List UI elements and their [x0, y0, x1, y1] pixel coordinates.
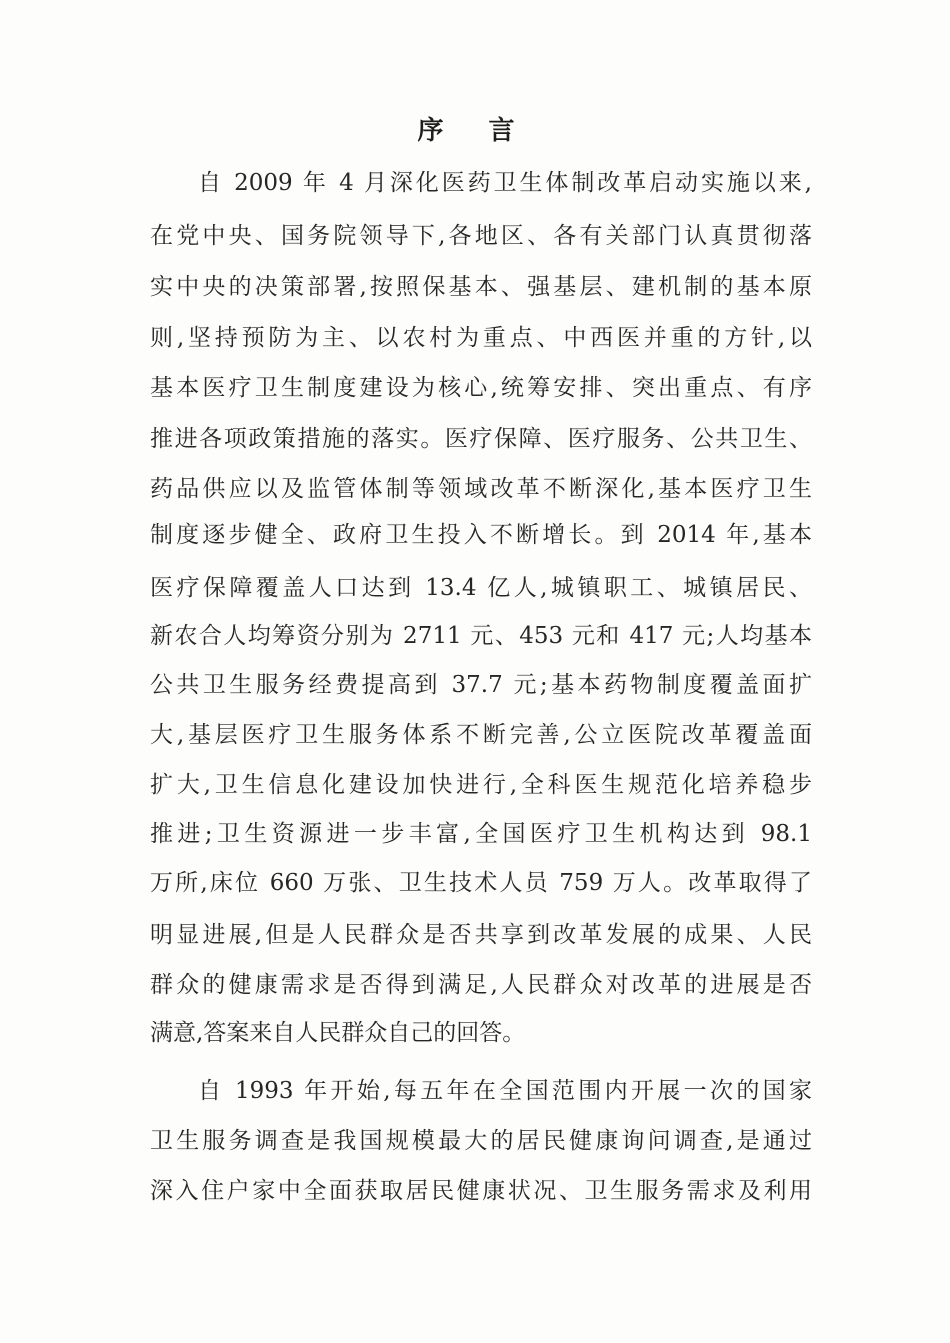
paragraph-line: 则,坚持预防为主、以农村为重点、中西医并重的方针,以 [150, 325, 812, 351]
paragraph-line: 明显进展,但是人民群众是否共享到改革发展的成果、人民 [150, 922, 812, 948]
paragraph-line: 万所,床位 660 万张、卫生技术人员 759 万人。改革取得了 [150, 870, 812, 896]
paragraph-line: 实中央的决策部署,按照保基本、强基层、建机制的基本原 [150, 274, 812, 300]
paragraph-line: 卫生服务调查是我国规模最大的居民健康询问调查,是通过 [150, 1128, 812, 1154]
paragraph-line: 深入住户家中全面获取居民健康状况、卫生服务需求及利用 [150, 1178, 812, 1204]
paragraph-line: 自 2009 年 4 月深化医药卫生体制改革启动实施以来, [198, 170, 812, 196]
paragraph-line: 自 1993 年开始,每五年在全国范围内开展一次的国家 [198, 1078, 812, 1104]
paragraph-line: 医疗保障覆盖人口达到 13.4 亿人,城镇职工、城镇居民、 [150, 575, 812, 601]
paragraph-line: 公共卫生服务经费提高到 37.7 元;基本药物制度覆盖面扩 [150, 672, 812, 698]
paragraph-line: 新农合人均筹资分别为 2711 元、453 元和 417 元;人均基本 [150, 623, 812, 649]
paragraph-line: 药品供应以及监管体制等领域改革不断深化,基本医疗卫生 [150, 476, 812, 502]
paragraph-line: 大,基层医疗卫生服务体系不断完善,公立医院改革覆盖面 [150, 722, 812, 748]
paragraph-line: 满意,答案来自人民群众自己的回答。 [150, 1020, 526, 1046]
paragraph-line: 推进;卫生资源进一步丰富,全国医疗卫生机构达到 98.1 [150, 821, 812, 847]
page-title: 序 言 [417, 116, 533, 146]
paragraph-line: 在党中央、国务院领导下,各地区、各有关部门认真贯彻落 [150, 223, 812, 249]
paragraph-line: 推进各项政策措施的落实。医疗保障、医疗服务、公共卫生、 [150, 426, 812, 452]
paragraph-line: 扩大,卫生信息化建设加快进行,全科医生规范化培养稳步 [150, 772, 812, 798]
paragraph-line: 基本医疗卫生制度建设为核心,统筹安排、突出重点、有序 [150, 375, 812, 401]
paragraph-line: 群众的健康需求是否得到满足,人民群众对改革的进展是否 [150, 972, 812, 998]
paragraph-line: 制度逐步健全、政府卫生投入不断增长。到 2014 年,基本 [150, 522, 812, 548]
